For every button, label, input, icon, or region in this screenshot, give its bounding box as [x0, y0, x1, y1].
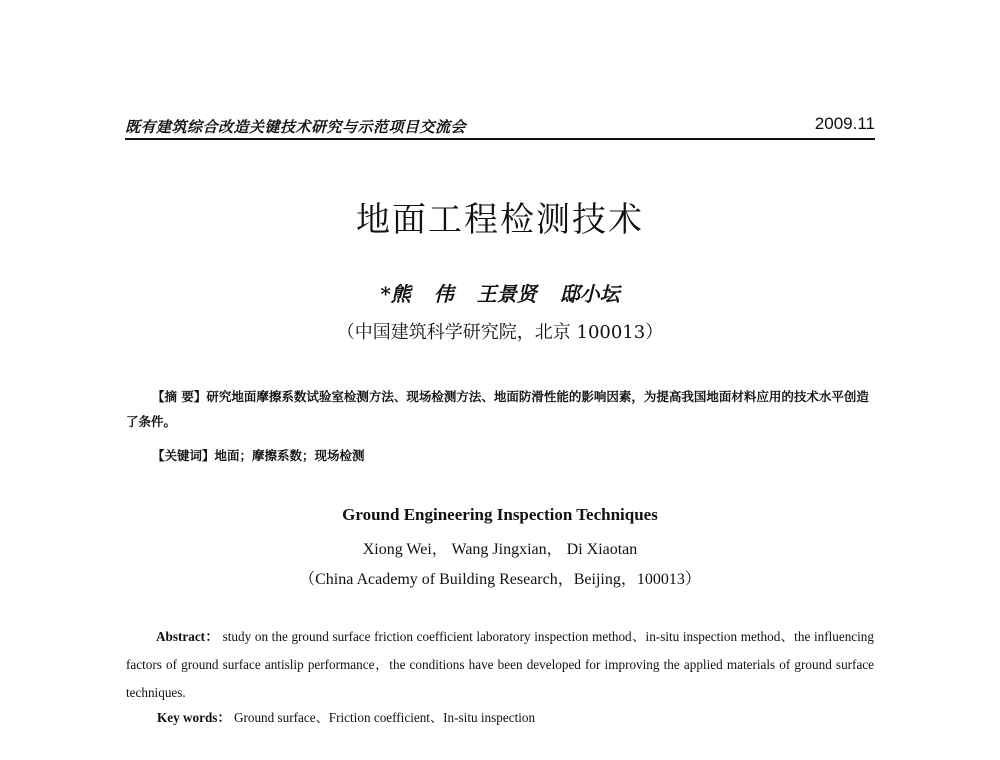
keywords-en-label: Key words：	[157, 710, 231, 725]
abstract-cn-text: 研究地面摩擦系数试验室检测方法、现场检测方法、地面防滑性能的影响因素，为提高我国地面材料应用的技术水平创造了条件。	[126, 389, 869, 429]
authors-cn: *熊 伟 王景贤 邸小坛	[380, 282, 620, 306]
running-header	[125, 114, 875, 140]
abstract-en	[126, 623, 874, 707]
keywords-en	[157, 707, 877, 726]
affiliation-en: （China Academy of Building Research，Beijing，100013）	[299, 571, 701, 588]
authors-en: Xiong Wei， Wang Jingxian， Di Xiaotan	[362, 541, 638, 558]
paper-title-cn: 地面工程检测技术	[356, 200, 644, 240]
abstract-en-label: Abstract：	[156, 629, 219, 644]
keywords-cn	[152, 446, 872, 464]
paper-title-en: Ground Engineering Inspection Techniques	[342, 505, 658, 524]
keywords-cn-text: 地面；摩擦系数；现场检测	[214, 448, 365, 463]
abstract-en-text: study on the ground surface friction coefficient laboratory inspection method、in-situ inspection method、the influencing factors of ground surface antislip performance，the conditions have been developed for improving the applied materials of ground surface techniques.	[126, 629, 874, 700]
abstract-cn-label: 【摘 要】	[152, 389, 207, 404]
affiliation-cn: （中国建筑科学研究院，北京 100013）	[336, 322, 664, 343]
conference-name: 既有建筑综合改造关键技术研究与示范项目交流会	[125, 118, 467, 136]
keywords-cn-label: 【关键词】	[152, 448, 215, 463]
abstract-cn	[126, 384, 878, 434]
header-date: 2009.11	[814, 114, 875, 133]
keywords-en-text: Ground surface、Friction coefficient、In-situ inspection	[233, 710, 536, 725]
